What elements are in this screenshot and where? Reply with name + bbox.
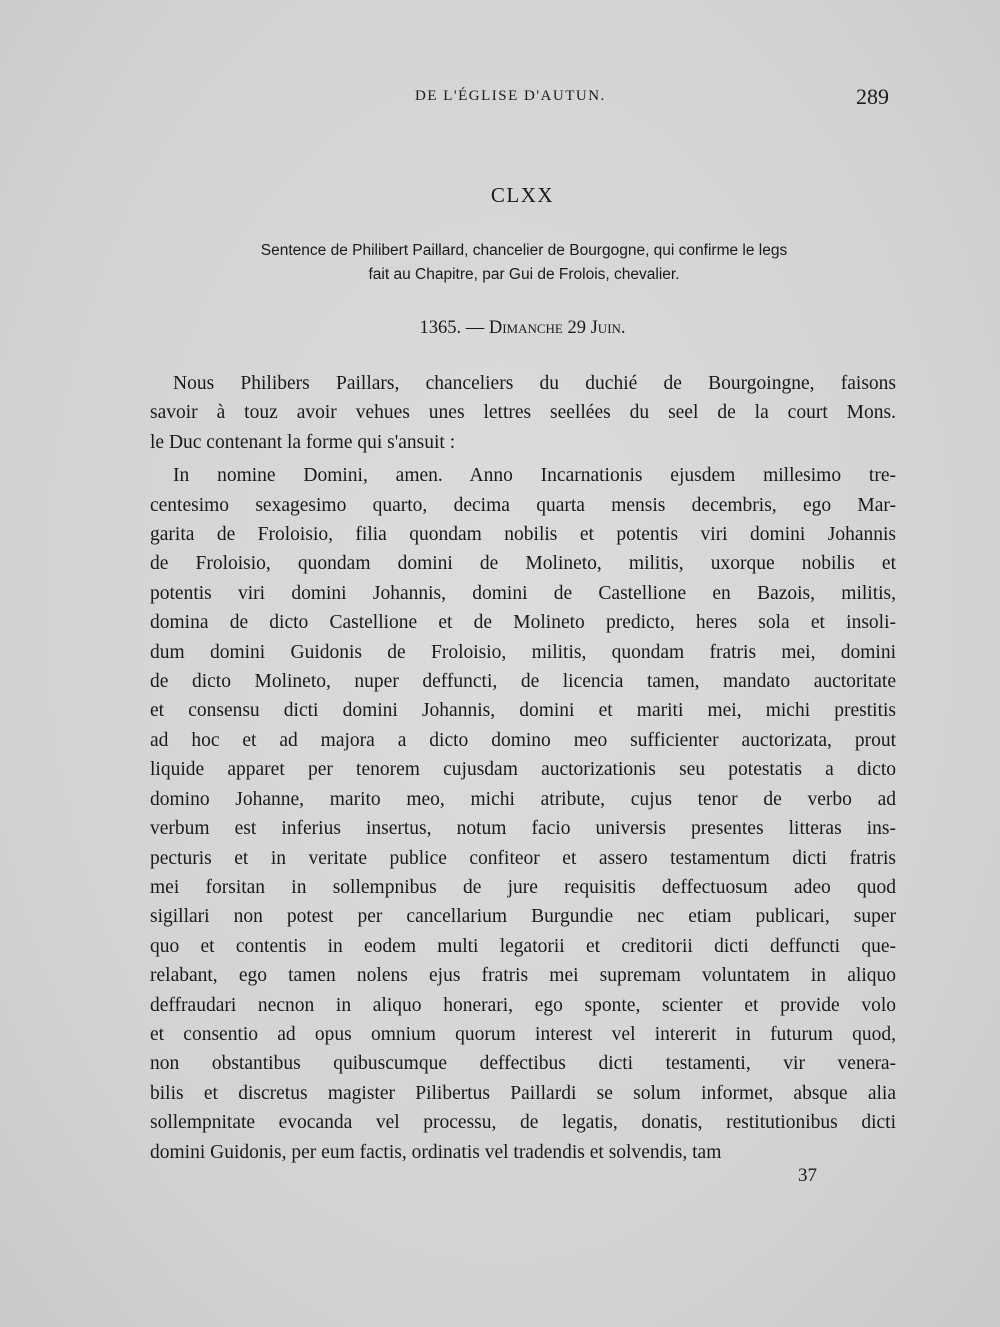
text-line: verbum est inferius insertus, notum facio universis presentes litteras ins- [150, 818, 896, 840]
running-header [150, 84, 895, 114]
text-line: deffraudari necnon in aliquo honerari, ego sponte, scienter et provide volo [150, 994, 896, 1016]
text-line: sigillari non potest per cancellarium Burgundie nec etiam publicari, super [150, 906, 896, 928]
text-line: savoir à touz avoir vehues unes lettres seellées du seel de la court Mons. [150, 402, 896, 424]
text-line: sollempnitate evocanda vel processu, de legatis, donatis, restitutionibus dicti [150, 1112, 896, 1134]
text-line: liquide apparet per tenorem cujusdam auctorizationis seu potestatis a dicto [150, 759, 896, 781]
text-line: dum domini Guidonis de Froloisio, militis, quondam fratris mei, domini [150, 641, 896, 663]
text-line: mei forsitan in sollempnibus de jure requisitis deffectuosum adeo quod [150, 876, 896, 898]
date-day: Dimanche 29 Juin. [488, 318, 626, 338]
summary-line: Sentence de Philibert Paillard, chancelier de Bourgogne, qui confirme le legs [260, 242, 788, 259]
signature-mark: 37 [798, 1165, 817, 1186]
text-line: garita de Froloisio, filia quondam nobilis et potentis viri domini Johannis [150, 524, 896, 546]
text-line: le Duc contenant la forme qui s'ansuit : [150, 431, 456, 453]
text-line: domino Johanne, marito meo, michi atribute, cujus tenor de verbo ad [150, 788, 896, 810]
document-number: CLXX [490, 183, 555, 207]
date-year: 1365. — [419, 318, 485, 338]
text-line: domina de dicto Castellione et de Molineto predicto, heres sola et insoli- [150, 612, 896, 634]
page-number: 289 [856, 84, 889, 109]
text-line: non obstantibus quibuscumque deffectibus dicti testamenti, vir venera- [150, 1053, 896, 1075]
text-line: bilis et discretus magister Pilibertus Paillardi se solum informet, absque alia [150, 1082, 896, 1104]
summary-line: fait au Chapitre, par Gui de Frolois, chevalier. [368, 266, 680, 283]
paragraph [150, 369, 896, 457]
running-title: DE L'ÉGLISE D'AUTUN. [415, 88, 606, 104]
text-line: et consensu dicti domini Johannis, domini et mariti mei, michi prestitis [150, 700, 896, 722]
paragraph [150, 461, 896, 1167]
document-date [150, 318, 895, 339]
text-line: et consentio ad opus omnium quorum interest vel intererit in futurum quod, [150, 1023, 896, 1045]
text-line: In nomine Domini, amen. Anno Incarnationis ejusdem millesimo tre- [173, 465, 896, 487]
text-line: centesimo sexagesimo quarto, decima quarta mensis decembris, ego Mar- [150, 494, 896, 516]
text-line: pecturis et in veritate publice confiteor et assero testamentum dicti fratris [150, 847, 896, 869]
text-line: de dicto Molineto, nuper deffuncti, de licencia tamen, mandato auctoritate [150, 671, 896, 693]
text-line: potentis viri domini Johannis, domini de Castellione en Bazois, militis, [150, 582, 896, 604]
text-line: quo et contentis in eodem multi legatorii et creditorii dicti deffuncti que- [150, 935, 896, 957]
document-summary [158, 239, 890, 287]
body-text [150, 369, 896, 1171]
text-line: relabant, ego tamen nolens ejus fratris mei supremam voluntatem in aliquo [150, 965, 896, 987]
text-line: ad hoc et ad majora a dicto domino meo sufficienter auctorizata, prout [150, 729, 896, 751]
text-line: de Froloisio, quondam domini de Molineto, militis, uxorque nobilis et [150, 553, 896, 575]
text-line: Nous Philibers Paillars, chanceliers du duchié de Bourgoingne, faisons [173, 373, 896, 394]
text-line: domini Guidonis, per eum factis, ordinatis vel tradendis et solvendis, tam [150, 1141, 722, 1163]
